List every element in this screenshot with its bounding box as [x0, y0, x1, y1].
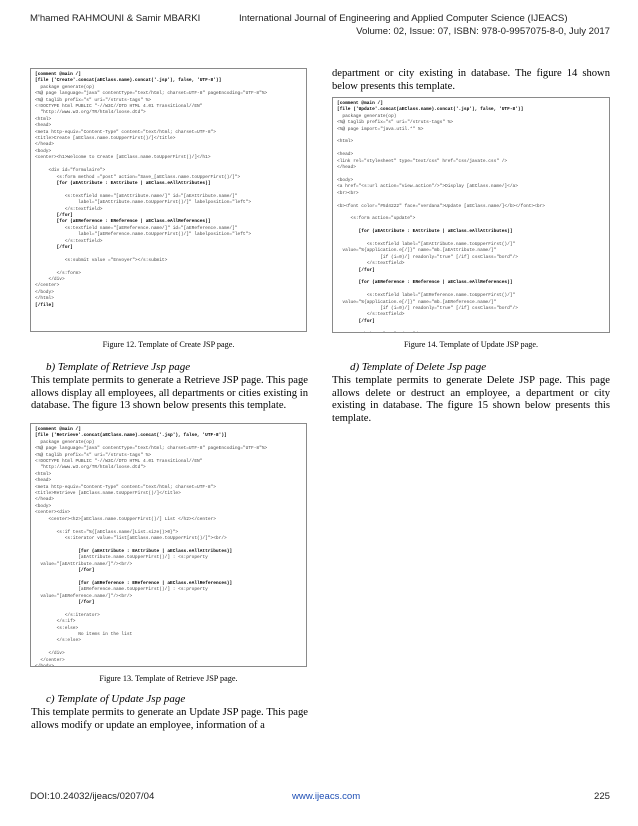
footer-doi: DOI:10.24032/ijeacs/0207/04 [30, 791, 155, 802]
code-line: <center><div> [35, 510, 71, 516]
code-line: [file ('Create'.concat(aEClass.name).concat('.jsp'), false, 'UTF-8')] [35, 78, 222, 84]
code-line: <div id="formulaire"> [35, 168, 106, 174]
header-volume: Volume: 02, Issue: 07, ISBN: 978-0-9957075-8-0, July 2017 [356, 26, 610, 37]
code-line: [if (i=0)/] readonly="true" [/if] cssClass="bord"/> [337, 254, 518, 260]
code-line: [for (aEReference : EReference | aEClass.eAllReferences)] [337, 280, 513, 286]
code-line: <%@ page language="java" contentType="text/html; charset=UTF-8" pageEncoding="UTF-8"%> [35, 91, 268, 97]
code-line: <s:form method ="post" action="Save_[aEClass.name.toUpperFirst()/]"> [35, 174, 241, 180]
code-line: </s:textfield> [337, 261, 405, 267]
code-line: [/for] [35, 212, 73, 218]
code-line: <%@ page import="java.util.*" %> [337, 126, 424, 132]
code-line: <center><h1>Welcome to Create [aEClass.name.toUpperFirst()/]</h1> [35, 155, 211, 161]
code-line: [comment @main /] [35, 72, 81, 77]
code-line: <meta http-equiv="Content-Type" content="text/html; charset=UTF-8"> [35, 484, 216, 490]
code-line: No items in the list [35, 632, 133, 637]
figure-14-caption: Figure 14. Template of Update JSP page. [403, 340, 539, 349]
code-line: <html> [337, 139, 354, 145]
figure-14-code [332, 97, 610, 333]
section-title-retrieve: b) Template of Retrieve Jsp page [46, 361, 191, 373]
code-line: <title>Retrieve [aEClass.name.toUpperFirst()/]</title> [35, 491, 181, 497]
code-line: [/for] [35, 244, 73, 250]
code-line: <body> [337, 177, 354, 183]
header-journal: International Journal of Engineering and Applied Computer Science (IJEACS) [239, 13, 568, 24]
code-line: label="[aEAttribute.name.toUpperFirst()/]" labelposition="left"> [35, 200, 252, 206]
code-line: <%@ page language="java" contentType="text/html; charset=UTF-8" pageEncoding="UTF-8"%> [35, 446, 268, 452]
code-line: [for (aEReference : EReference | aEClass.eAllReferences)] [35, 580, 233, 586]
code-line: </s:textfield> [35, 206, 103, 212]
code-line: </head> [35, 142, 54, 148]
code-listing [31, 424, 306, 667]
code-line: <title>Create [aEClass.name.toUpperFirst()/]</title> [35, 136, 176, 142]
code-line: [comment @main /] [337, 101, 383, 106]
code-line: </body> [35, 664, 54, 667]
code-line: </head> [35, 497, 54, 503]
code-line: [file ('Update'.concat(aEClass.name).concat('.jsp'), false, 'UTF-8')] [337, 107, 524, 113]
code-line: <s:iterator value="list[aEClass.name.toUpperFirst()/]"><br/> [35, 535, 227, 541]
code-line: package generate(op) [337, 113, 397, 119]
code-line: <html> [35, 471, 52, 477]
code-line: "http://www.w3.org/TR/html4/loose.dtd"> [35, 465, 146, 471]
code-line: </center> [35, 657, 65, 663]
footer-site-link[interactable]: www.ijeacs.com [292, 791, 361, 802]
code-line: [if (i=0)/] readonly="true" [/if] cssClass="bord"/> [337, 306, 518, 311]
code-line: <!DOCTYPE html PUBLIC "-//W3C//DTD HTML 4.01 Transitional//EN" [35, 104, 203, 110]
code-line: <!DOCTYPE html PUBLIC "-//W3C//DTD HTML 4.01 Transitional//EN" [35, 459, 203, 465]
code-line: </center> [35, 283, 60, 289]
code-line: <s:if test="%{[aEClass.name/]List.size()>0}"> [35, 529, 179, 535]
code-line: </s:textfield> [337, 312, 405, 318]
code-line: <body> [35, 503, 52, 509]
footer-page-number: 225 [593, 791, 610, 802]
code-line: <br><br> [337, 190, 359, 196]
code-line [337, 332, 421, 333]
code-line: <s:textfield label="[aEReference.name.toUpperFirst()/]" [337, 293, 516, 299]
code-line: [/for] [337, 267, 375, 273]
code-line: <a href="<s:url action="view.action"/>">Display [aEClass.name/]</a> [337, 184, 518, 190]
code-line: <%@ taglib prefix="s" uri="/struts-tags" %> [337, 120, 454, 126]
code-line: </body> [35, 289, 54, 295]
code-line: [for (aEAttribute : EAttribute | aEClass.eAllAttributes)] [35, 180, 211, 186]
code-line: [aEReference.name.toUpperFirst()/] : <s:property [35, 587, 208, 593]
figure-13-code [30, 423, 307, 667]
code-line: [for (aEReference : EReference | aEClass.eAllReferences)] [35, 219, 211, 225]
section-text-delete: This template permits to generate Delete JSP page. This page allows delete or destruct an employee, a department or city existing in database. The figure 15 shown below presents this template. [332, 375, 610, 424]
code-line: [comment @main /] [35, 427, 81, 432]
code-line: "http://www.w3.org/TR/html4/loose.dtd"> [35, 110, 146, 116]
code-line: <b><font color="#5d4222" face="verdana">Update [aEClass.name/]</b></font><br> [337, 203, 545, 209]
code-line: package generate(op) [35, 439, 95, 445]
code-line: [/for] [35, 599, 95, 605]
code-line: [file ('Retrieve'.concat(aEClass.name).concat('.jsp'), false, 'UTF-8')] [35, 433, 227, 439]
code-line: <center><h2>[aEClass.name.toUpperFirst()/] List </h2></center> [35, 516, 216, 522]
code-line: [/for] [337, 318, 375, 324]
code-line: </s:form> [35, 270, 81, 276]
code-line: <s:textfield name="[aEAttribute.name/]" id="[aEAttribute.name/]" [35, 193, 238, 199]
code-line: [for (aEAttribute : EAttribute | aEClass.eAllAttributes)] [35, 548, 233, 554]
section-title-delete: d) Template of Delete Jsp page [350, 361, 487, 373]
code-line: <link rel="stylesheet" type="text/css" href="css/javate.css" /> [337, 158, 508, 164]
code-line: </html> [35, 296, 54, 302]
code-line: <s:submit value ="Envoyer"></s:submit> [35, 257, 168, 263]
code-line: value="[aEReference.name/]"/><br/> [35, 593, 133, 599]
code-line: value="%{application.e[/]}" name="mb.[aEAttribute.name/]" [337, 248, 497, 254]
section-text-update-continued: department or city existing in database. The figure 14 shown below presents this template. [332, 68, 610, 92]
code-line: value="%{application.e[/]}" name="mb.[aEReference.name/]" [337, 299, 497, 305]
section-text-update: This template permits to generate an Update JSP page. This page allows modify or update an employee, information of a [31, 707, 308, 731]
section-title-update: c) Template of Update Jsp page [46, 693, 186, 705]
code-listing [31, 69, 306, 312]
code-line: </div> [35, 277, 65, 282]
code-line: </head> [337, 165, 356, 171]
code-line: <body> [35, 148, 52, 154]
code-line: <s:textfield name="[aEReference.name/]" id="[aEReference.name/]" [35, 225, 238, 231]
code-line: [for (aEAttribute : EAttribute | aEClass.eAllAttributes)] [337, 229, 513, 235]
code-line: [/file] [35, 302, 54, 308]
code-line: </div> [35, 651, 65, 657]
code-line: value="[aEAttribute.name/]"/><br/> [35, 561, 133, 567]
code-listing [333, 98, 609, 333]
code-line: <head> [35, 123, 52, 129]
code-line: package generate(op) [35, 84, 95, 90]
code-line: <s:textfield label="[aEAttribute.name.toUpperFirst()/]" [337, 241, 516, 247]
figure-13-caption: Figure 13. Template of Retrieve JSP page. [99, 674, 238, 683]
section-text-retrieve: This template permits to generate a Retrieve JSP page. This page allows display all employees, all departments or cities existing in database. The figure 13 shown below presents this template. [31, 375, 308, 412]
code-line: </s:if> [35, 619, 76, 625]
figure-12-caption: Figure 12. Template of Create JSP page. [102, 340, 235, 349]
code-line: <head> [337, 152, 354, 158]
code-line: <%@ taglib prefix="s" uri="/struts-tags" %> [35, 452, 152, 458]
code-line: [/for] [35, 567, 95, 573]
code-line: <s:else> [35, 625, 79, 631]
code-line: <meta http-equiv="Content-Type" content="text/html; charset=UTF-8"> [35, 129, 216, 135]
figure-12-code [30, 68, 307, 332]
code-line: </s:iterator> [35, 612, 100, 618]
code-line: <html> [35, 116, 52, 122]
header-authors: M'hamed RAHMOUNI & Samir MBARKI [30, 13, 201, 24]
code-line: <head> [35, 478, 52, 484]
code-line: </s:else> [35, 638, 81, 644]
code-line: <%@ taglib prefix="s" uri="/struts-tags" %> [35, 97, 152, 103]
code-line: [aEAttribute.name.toUpperFirst()/] : <s:property [35, 555, 208, 561]
code-line: <s:form action="update"> [337, 216, 416, 222]
code-line: label="[aEReference.name.toUpperFirst()/]" labelposition="left"> [35, 232, 252, 238]
code-line: </s:textfield> [35, 238, 103, 244]
